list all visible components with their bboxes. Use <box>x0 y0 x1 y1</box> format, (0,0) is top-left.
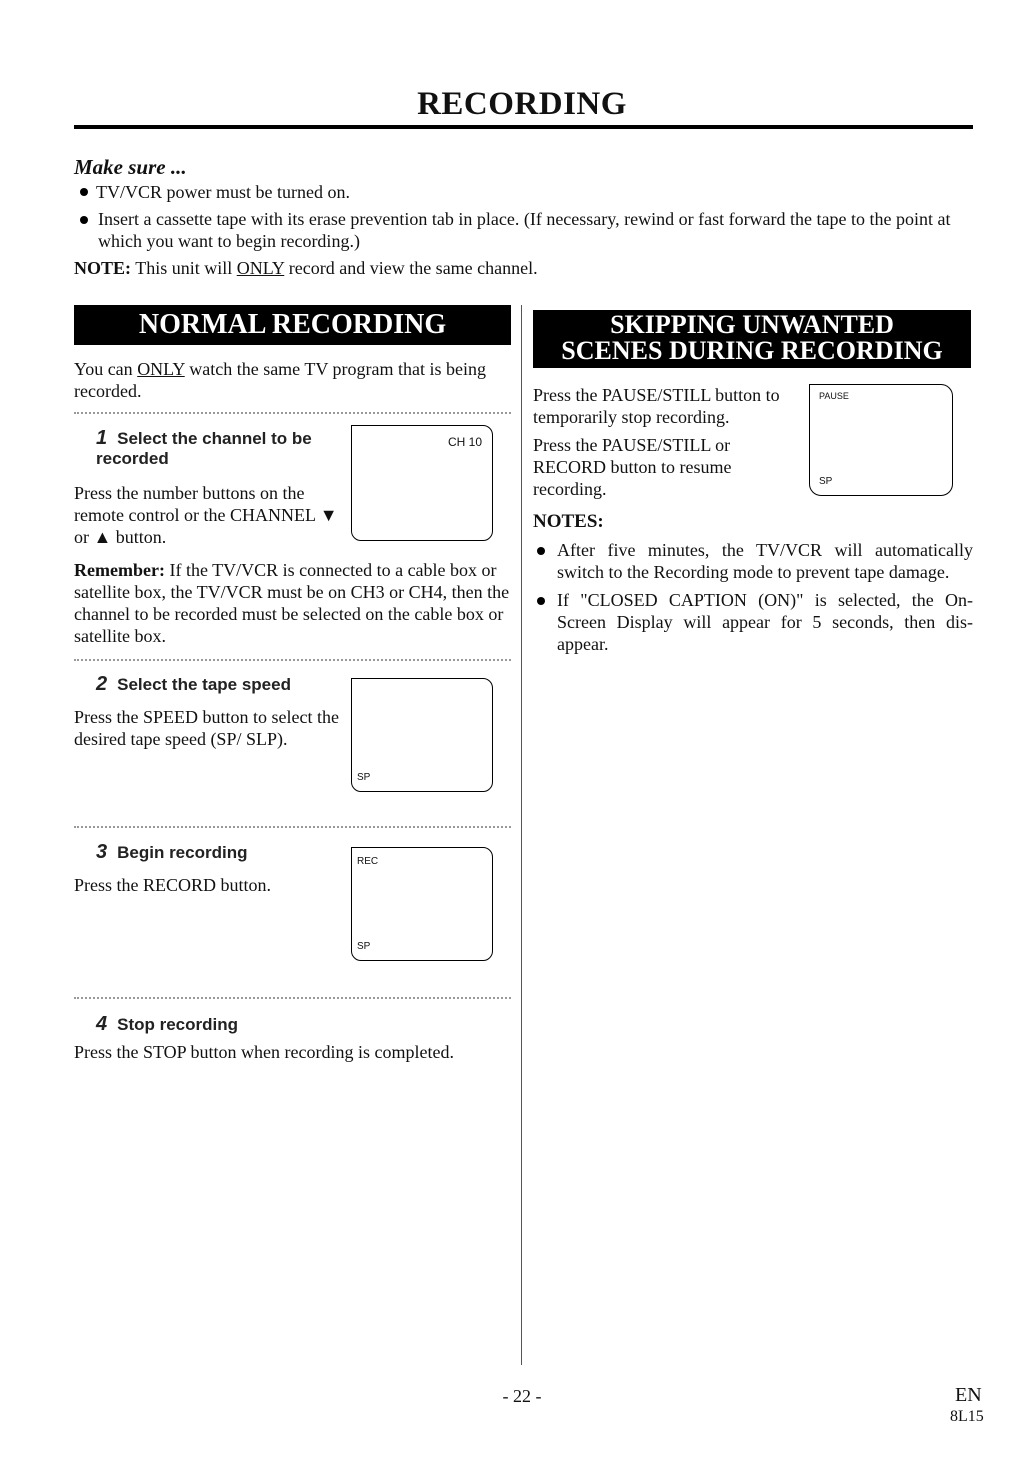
page-title: RECORDING <box>417 86 627 122</box>
step-number: 1 <box>96 427 108 449</box>
intro-note <box>74 258 538 279</box>
title-rule <box>74 125 973 129</box>
skipping-banner <box>533 310 971 368</box>
osd-screen-rec <box>351 847 493 961</box>
osd-screen-speed <box>351 678 493 792</box>
intro-bullet-text: Insert a cassette tape with its erase prevention tab in place. (If necessary, rewind or fast forward the tape to the point at which you want to begin recording.) <box>98 209 951 251</box>
osd-channel-label: CH 10 <box>447 435 482 449</box>
normal-intro-post: watch the same TV program that is being recorded. <box>74 359 486 401</box>
note-emph: ONLY <box>236 258 285 278</box>
step-4-text: Press the STOP button when recording is completed. <box>74 1042 454 1062</box>
note-post: record and view the same channel. <box>288 258 538 278</box>
osd-screen-pause <box>809 384 953 496</box>
note-label: NOTE: <box>74 258 132 278</box>
remember-note <box>74 559 514 647</box>
step-number: 3 <box>96 841 108 863</box>
bullet-dot-icon <box>537 547 545 555</box>
divider <box>74 997 511 999</box>
intro-bullet-2 <box>80 208 975 252</box>
step-2-heading <box>96 673 346 696</box>
step-title: Begin recording <box>117 843 248 862</box>
bullet-dot-icon <box>80 188 88 196</box>
make-sure-heading: Make sure ... <box>74 155 187 179</box>
step-number: 4 <box>96 1013 108 1035</box>
step-4-heading <box>96 1013 396 1036</box>
step-1-text <box>74 482 346 548</box>
normal-intro <box>74 358 514 402</box>
normal-intro-emph: ONLY <box>137 359 185 379</box>
column-divider <box>521 305 522 1365</box>
step-number: 2 <box>96 673 108 695</box>
notes-heading: NOTES: <box>533 511 604 532</box>
normal-recording-banner: NORMAL RECORDING <box>74 305 511 345</box>
skipping-note-text: If "CLOSED CAPTION (ON)" is selected, the On-Screen Display will appear for 5 seconds, then dis-appear. <box>557 590 973 654</box>
remember-label: Remember: <box>74 560 165 580</box>
skipping-banner-line-1: SKIPPING UNWANTED <box>610 310 894 339</box>
remember-text: If the TV/VCR is connected to a cable box or satellite box, the TV/VCR must be on CH3 or CH4, then the channel to be recorded must be selected on the cable box or satellite box. <box>74 560 510 646</box>
skipping-note-text: After five minutes, the TV/VCR will automatically switch to the Recording mode to prevent tape damage. <box>557 540 973 582</box>
step-1-text-a: Press the number buttons on the remote control or the <box>74 483 305 525</box>
model-code: 8L15 <box>950 1408 984 1425</box>
divider <box>74 659 511 661</box>
step-1-text-b: CHANNEL ▼ or ▲ button. <box>74 505 338 547</box>
skipping-banner-line-2: SCENES DURING RECORDING <box>561 336 943 365</box>
osd-pause-label: PAUSE <box>819 391 849 401</box>
language-code: EN <box>955 1384 982 1406</box>
osd-speed-label: SP <box>357 772 371 783</box>
step-3-heading <box>96 841 346 864</box>
osd-speed-label: SP <box>819 476 833 487</box>
skipping-para-1: Press the PAUSE/STILL button to temporarily stop recording. <box>533 385 780 427</box>
page-number: - 22 - <box>502 1386 542 1406</box>
note-pre: This unit will <box>135 258 233 278</box>
intro-bullet-1 <box>80 181 350 203</box>
step-title: Stop recording <box>117 1015 239 1034</box>
step-title: Select the tape speed <box>117 675 291 694</box>
step-2-text: Press the SPEED button to select the desired tape speed (SP/ SLP). <box>74 707 339 749</box>
intro-bullet-text: TV/VCR power must be turned on. <box>96 182 350 202</box>
skipping-note-2 <box>537 589 973 655</box>
bullet-dot-icon <box>537 597 545 605</box>
osd-screen-channel <box>351 425 493 541</box>
skipping-para-2: Press the PAUSE/STILL or RECORD button to resume recording. <box>533 435 732 499</box>
normal-intro-pre: You can <box>74 359 133 379</box>
divider <box>74 826 511 828</box>
divider <box>74 412 511 414</box>
step-3-text: Press the RECORD button. <box>74 875 272 895</box>
osd-rec-label: REC <box>357 856 379 867</box>
step-title: Select the channel to be recorded <box>96 429 312 468</box>
osd-speed-label: SP <box>357 941 371 952</box>
skipping-note-1 <box>537 539 973 583</box>
bullet-dot-icon <box>80 216 88 224</box>
step-1-heading <box>96 428 341 469</box>
